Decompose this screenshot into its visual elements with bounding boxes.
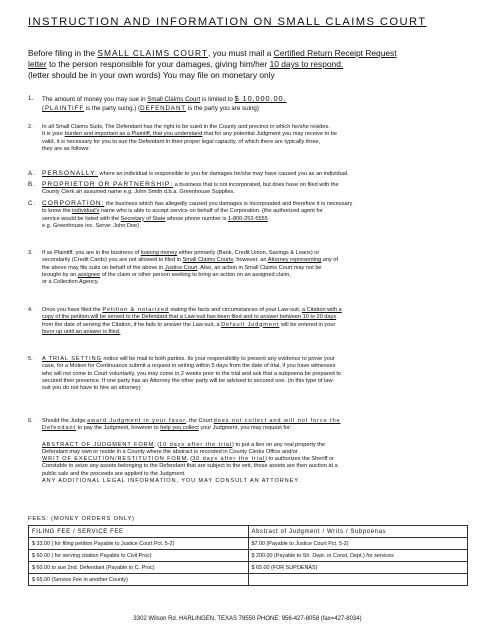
item-text: e.g. Greenhouse inc. Serve: John Doe) — [42, 222, 140, 229]
emphasis-text: burden and important as a Plaintiff, that you understand — [64, 131, 203, 138]
section-text: who will not come to Court voluntarily, you may come in 2 weeks prior to the trial and ask that a subpoena be prepared to — [42, 370, 342, 377]
section-number: 4. — [28, 307, 33, 313]
item-text: name who is able to accept service on behalf of the Corporation. (the authorized agent for — [99, 208, 323, 215]
section-text: from the date of serving the Citation, if he fails to answer the Law-suit, a — [42, 321, 222, 328]
justice-court-term: Justice Court — [164, 264, 198, 271]
small-claims-court-term: Small Claims Court — [147, 96, 201, 103]
letter-term: letter — [28, 59, 47, 69]
abstract-form-term: ABSTRACT OF JUDGMENT FORM — [42, 441, 155, 448]
footer-address: 3302 Wilson Rd. HARLINGEN, TEXAS 78550 PHONE: 956-427-8058 (fax=427-8034) — [133, 616, 362, 622]
does-not-collect-term: does not collect and will not force the — [213, 418, 341, 424]
page-title: INSTRUCTION AND INFORMATION ON SMALL CLAIMS COURT — [28, 16, 427, 28]
defendant-term: DEFENDANT — [140, 105, 186, 112]
section-text: of the claim or other person seeking to bring an action on an assigned claim, — [100, 271, 291, 278]
item-letter: A. — [28, 170, 36, 177]
section-5 — [28, 356, 483, 392]
fee-cell — [248, 574, 468, 586]
fee-cell: $ 60.00 to sue 2nd. Defendant (Payable to C. Proc) — [29, 562, 249, 574]
section-number: 6. — [28, 418, 33, 424]
section-text: favor up until an answer is filed. — [42, 328, 121, 335]
writs-header: Abstract of Judgment / Writs / Subpoenas — [248, 526, 468, 538]
section-text: , ( — [154, 441, 160, 448]
table-row — [29, 526, 468, 538]
section-text: secured their presence. If one party has an Attorney the other party will be advised to secured one. (in this type of law- — [42, 377, 335, 384]
petition-term: Petition & notarized — [102, 307, 169, 313]
item-text: a business that is not incorporated, but does have on filed with the — [173, 182, 339, 188]
personally-term: PERSONALLY: — [42, 170, 98, 177]
secretary-of-state-term: Secretary of State — [120, 215, 166, 222]
section-4 — [28, 307, 483, 336]
section-text: Once you have filed the — [42, 307, 103, 313]
section-text: your Judgment, you may request for: — [198, 425, 292, 432]
section-text: ) to authorizes the Sheriff or — [265, 456, 335, 463]
section-text: case, for a Motion for Continuance submit a request in writing within 5 days from the date of trial, if you have witnesses — [42, 363, 336, 370]
section-text: secondarily (Credit Cards) you are not allowed to filed in — [42, 257, 183, 264]
fee-cell: $ 65.00 (FOR SUPOENAS) — [248, 562, 468, 574]
fee-cell: $7.00 (Payable to Justice Court Pct. 5-2) — [248, 538, 468, 550]
section-2 — [28, 124, 483, 153]
item-text: whose phone number is — [165, 215, 228, 222]
writ-form-term: WRIT OF EXECUTION/RESTITUTION FORM — [42, 456, 188, 463]
loaning-money-term: loaning money — [140, 250, 178, 256]
section-text: The amount of money you may sue in — [42, 96, 148, 103]
section-text: will be entered in your — [279, 321, 336, 328]
section-text: is the party you are suing) — [186, 105, 259, 112]
table-row — [29, 538, 468, 550]
section-text: ) to put a lien on any real property the — [232, 441, 326, 448]
section-text: copy of the petition will be served to the Defendant that a Law-suit has been filed and to answer between 10 to 20 days — [42, 314, 337, 321]
item-b — [28, 181, 483, 197]
intro-paragraph — [28, 48, 483, 81]
section-text: Should the Judge — [42, 418, 88, 424]
section-text: , the Court — [186, 418, 214, 424]
section-text: brought by an — [42, 271, 78, 278]
table-row — [29, 562, 468, 574]
item-c — [28, 200, 483, 230]
corporation-term: CORPORATION: — [42, 200, 105, 207]
ten-days-after-trial: 10 days after the trial — [159, 441, 233, 448]
section-text: the above may file suits on behalf of the above in — [42, 264, 165, 271]
section-text: , ( — [187, 456, 193, 463]
section-text: . Also, an action in Small Claims Court may not be — [197, 264, 322, 271]
section-number: 2. — [28, 124, 33, 130]
citation-term: a Citation with a — [301, 307, 342, 313]
amount-limit: $ 10,000.00. — [234, 94, 287, 103]
fee-cell: $ 200.00 (Payable to Sh. Dept. or Const. Dept.) for services — [248, 550, 468, 562]
small-claims-court-term: SMALL CLAIMS COURT — [97, 48, 208, 58]
section-text: Defendant may own or reside in a County where the abstract is recorded in County Clerks Office and/or — [42, 448, 298, 455]
item-a — [28, 170, 483, 178]
assignee-term: assignee — [77, 271, 101, 278]
small-claims-courts-term: Small Claims Courts — [182, 257, 234, 264]
section-text: Constable to seize any assets belonging to the Defendant that are subject to the writ, those assets are then auction at a — [42, 463, 338, 470]
section-text: to pay the Judgment, however to — [75, 425, 161, 432]
item-text: service would be listed with the — [42, 215, 121, 222]
section-text: notice will be mail to both parties. Its your responsibility to present any evidence to prove your — [101, 356, 335, 362]
section-text: they are as follows: — [42, 145, 90, 152]
help-collect-term: help you collect — [160, 425, 199, 432]
phone-number: 1-800-252-5555 — [227, 215, 268, 222]
trial-setting-term: A TRIAL SETTING — [42, 356, 102, 362]
section-6 — [28, 418, 483, 485]
item-letter: C. — [28, 200, 37, 207]
table-row — [29, 574, 468, 586]
filing-fee-header: FILING FEE / SERVICE FEE — [29, 526, 249, 538]
section-text: valid, it is necessary for you to sue the Defendant in their proper legal capacity, of which there are typically three, — [42, 138, 321, 145]
fees-table — [28, 525, 468, 586]
table-row — [29, 550, 468, 562]
default-judgment-term: Default Judgment — [221, 321, 280, 328]
fees-label: FEES: (MONEY ORDERS ONLY) — [28, 516, 135, 522]
section-text: is the party suing.) ( — [84, 105, 141, 112]
section-1 — [28, 94, 483, 113]
fee-cell: $ 60.00 ( for serving citation Payable to Civil Proc) — [29, 550, 249, 562]
section-text: either primarily (Bank, Credit Union, Savings & Loans) or — [177, 250, 320, 256]
proprietor-term: PROPRIETOR OR PARTNERSHIP: — [42, 181, 174, 188]
section-number: 3. — [28, 250, 33, 256]
plaintiff-term: (PLAINTIFF — [42, 105, 85, 112]
item-letter: B. — [28, 181, 36, 188]
intro-note: (letter should be in your own words) You may file on monetary only — [28, 70, 275, 80]
item-text: the business which has allegedly caused you damages is incorporated and therefore it is necessary — [104, 201, 353, 207]
fee-cell: $ 65.00 (Service Fee in another County) — [29, 574, 249, 586]
attorney-term: Attorney representing — [267, 257, 322, 264]
award-judgment-term: award Judgment in your favor — [87, 418, 186, 424]
section-number: 5. — [28, 356, 33, 362]
certified-letter-term: Certified Return Receipt Request — [273, 48, 397, 58]
section-text: or a Collection Agency. — [42, 279, 99, 286]
section-text: that for any potential Judgment you may receive to be — [202, 131, 337, 138]
thirty-days-after-trial: 30 days after the trial — [192, 456, 266, 463]
intro-text: Before filing in the — [28, 48, 98, 58]
intro-text: to the person responsible for your damages, giving him/her — [46, 59, 270, 69]
fee-cell: $ 33.00 ( for filing petition Payable to Justice Court Pct. 5-2) — [29, 538, 249, 550]
section-text: public sale and the proceeds are applied to the Judgment. — [42, 470, 186, 477]
section-text: If as Plaintiff, you are in the business of — [42, 250, 141, 256]
section-text: any of — [321, 257, 339, 264]
section-text: stating the facts and circumstances of your Law-suit, — [168, 307, 302, 313]
section-text: It is your — [42, 131, 65, 138]
individuals-term: individual's — [72, 208, 100, 215]
section-text: , however, an — [233, 257, 268, 264]
item-text: where an individual is responsible to you for damages he/she may have caused you as an individual. — [97, 171, 349, 177]
attorney-note: ANY ADDITIONAL LEGAL INFORMATION, YOU MAY CONSULT AN ATTORNEY. — [42, 478, 301, 485]
ten-days-term: 10 days to respond. — [269, 59, 344, 69]
section-text: suit you do not have to hire an attorney) — [42, 385, 141, 392]
item-text: County Clerk an assumed name e.g. John Smith d.b.a. Greenhouse Supplies. — [42, 189, 235, 196]
section-number: 1. — [28, 95, 34, 102]
defendant-term: Defendant — [42, 425, 76, 432]
section-3 — [28, 250, 483, 286]
section-text: In all Small Claims Suits, The Defendant has the right to be sued in the County and precinct in which he/she resides. — [42, 124, 330, 130]
intro-text: , you must mail a — [208, 48, 274, 58]
item-text: to know the — [42, 208, 73, 215]
section-text: is limited to — [200, 96, 235, 103]
